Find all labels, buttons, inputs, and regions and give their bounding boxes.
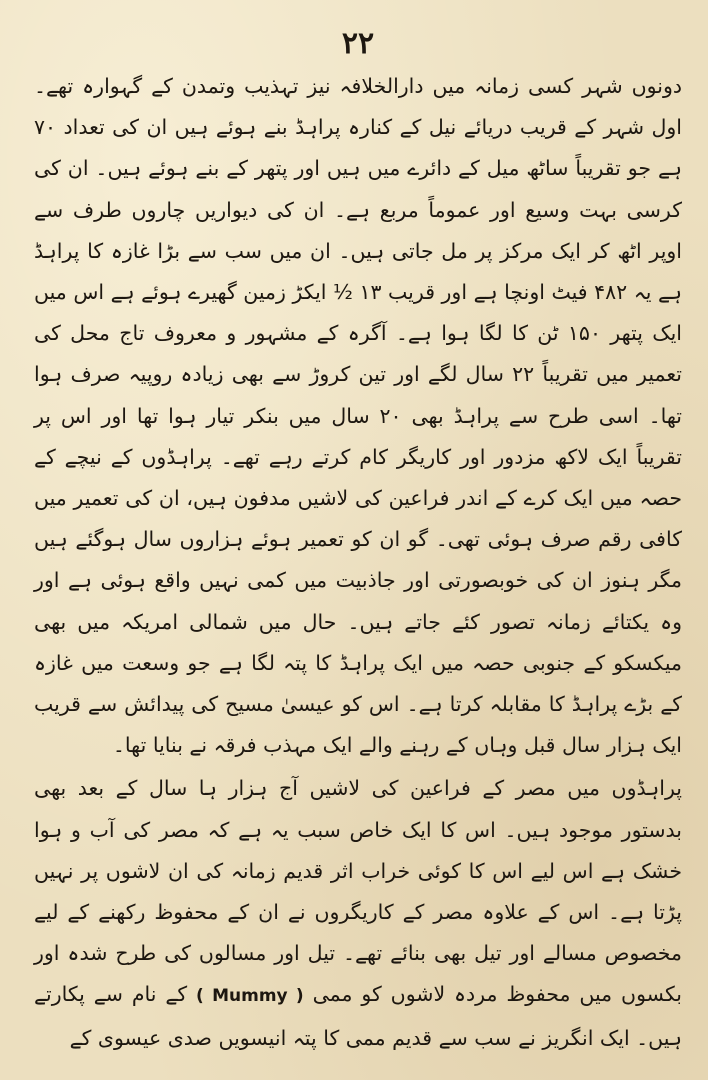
paragraph-2-final-text: کے نام سے پکارتے ہیں۔ ایک انگریز نے سب سے قدیم ممی کا پتہ انیسویں صدی عیسوی کے	[34, 982, 682, 1050]
paragraph-2-text: پراہڈوں میں مصر کے فراعین کی لاشیں آج ہزار ہا سال کے بعد بھی بدستور موجود ہیں۔ اس کا ایک خاص سبب یہ ہے کہ مصر کی آب و ہوا خشک ہے اس لیے اس کا کوئی خراب اثر قدیم زمانہ کی ان لاشوں پر نہیں پڑتا ہے۔ اس کے علاوہ مصر کے کاریگروں نے ان کے محفوظ رکھنے کے لیے مخصوص مسالے اور تیل بھی بنائے تھے۔ تیل اور مسالوں کی طرح شدہ اور بکسوں میں محفوظ مردہ لاشوں کو ممی	[34, 776, 682, 1007]
paragraph-2	[34, 768, 682, 1058]
page-number: ۲۲	[341, 26, 375, 61]
english-term: ( Mummy )	[196, 986, 304, 1007]
paragraph-1: دونوں شہر کسی زمانہ میں دارالخلافہ نیز تہذیب وتمدن کے گہوارہ تھے۔ اول شہر کے قریب دریائے نیل کے کنارہ پراہڈ بنے ہوئے ہیں ان کی تعداد ۷۰ ہے جو تقریباً ساٹھ میل کے دائرے میں ہیں اور پتھر کے بنے ہوئے ہیں۔ ان کی کرسی بہت وسیع اور عموماً مربع ہے۔ ان کی دیواریں چاروں طرف سے اوپر اٹھ کر ایک مرکز پر مل جاتی ہیں۔ ان میں سب سے بڑا غازہ کا پراہڈ ہے یہ ۴۸۲ فیٹ اونچا ہے اور قریب ۱۳ ½ ایکڑ زمین گھیرے ہوئے ہے اس میں ایک پتھر ۱۵۰ ٹن کا لگا ہوا ہے۔ آگرہ کے مشہور و معروف تاج محل کی تعمیر میں تقریباً ۲۲ سال لگے اور تین کروڑ سے بھی زیادہ روپیہ صرف ہوا تھا۔ اسی طرح سے پراہڈ بھی ۲۰ سال میں بنکر تیار ہوا تھا اور اس پر تقریباً ایک لاکھ مزدور اور کاریگر کام کرتے رہے تھے۔ پراہڈوں کے نیچے کے حصہ میں ایک کرے کے اندر فراعین کی لاشیں مدفون ہیں، ان کی تعمیر میں کافی رقم صرف ہوئی تھی۔ گو ان کو تعمیر ہوئے ہزاروں سال ہوگئے ہیں مگر ہنوز ان کی خوبصورتی اور جاذبیت میں کمی نہیں واقع ہوئی ہے اور وہ یکتائے زمانہ تصور کئے جاتے ہیں۔ حال میں شمالی امریکہ میں بھی میکسکو کے جنوبی حصہ میں ایک پراہڈ کا پتہ لگا ہے جو وسعت میں غازہ کے بڑے پراہڈ کا مقابلہ کرتا ہے۔ اس کو عیسیٰ مسیح کی پیدائش سے قریب ایک ہزار سال قبل وہاں کے رہنے والے ایک مہذب فرقہ نے بنایا تھا۔	[34, 74, 683, 758]
